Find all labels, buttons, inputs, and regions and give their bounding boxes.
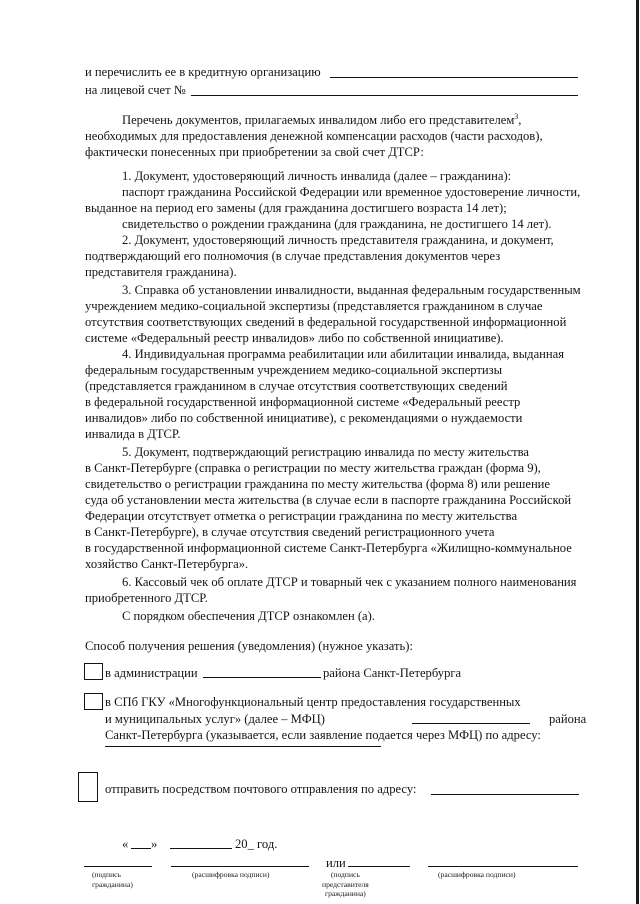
- item1-line: паспорт гражданина Российской Федерации или временное удостоверение личности,: [122, 185, 581, 199]
- caption-citizen-signature: (подпись гражданина): [92, 870, 133, 889]
- item5-line: Федерации отсутствует отметка о регистрации гражданина по месту жительства: [85, 509, 518, 523]
- item4-line: федеральным государственным учреждением медико-социальной экспертизы: [85, 363, 503, 377]
- item5-line: в Санкт-Петербурге), в случае отсутствия сведений регистрационного учета: [85, 525, 495, 539]
- item2-line: представителя гражданина).: [85, 265, 237, 279]
- intro-line-3: фактически понесенных при приобретении за свой счет ДТСР:: [85, 145, 424, 159]
- item1-line: 1. Документ, удостоверяющий личность инвалида (далее – гражданина):: [122, 169, 512, 183]
- caption-citizen-name: (расшифровка подписи): [192, 870, 270, 879]
- method-heading: Способ получения решения (уведомления) (нужное указать):: [85, 639, 413, 653]
- option-mfc-checkbox[interactable]: [84, 693, 103, 710]
- item3-line: 3. Справка об установлении инвалидности, выданная федеральным государственным: [122, 283, 581, 297]
- credit-org-label: и перечислить ее в кредитную организацию: [85, 65, 321, 79]
- item4-line: в федеральной государственной информационной системе «Федеральный реестр: [85, 395, 521, 409]
- item5-line: хозяйство Санкт-Петербурга».: [85, 557, 249, 571]
- option-mfc-line-2: и муниципальных услуг» (далее – МФЦ): [105, 712, 325, 726]
- option-mfc-line-1: в СПб ГКУ «Многофункциональный центр предоставления государственных: [105, 695, 521, 709]
- caption-representative-name: (расшифровка подписи): [438, 870, 516, 879]
- item1-line: выданное на период его замены (для гражданина достигшего возраста 14 лет);: [85, 201, 507, 215]
- item5-line: суда об установлении места жительства (в случае если в паспорте гражданина Российской: [85, 493, 572, 507]
- item1-line: свидетельство о рождении гражданина (для гражданина, не достигшего 14 лет).: [122, 217, 552, 231]
- representative-name-field[interactable]: [428, 866, 578, 867]
- item2-line: подтверждающий его полномочия (в случае представления документов через: [85, 249, 501, 263]
- account-label: на лицевой счет №: [85, 83, 186, 97]
- account-field[interactable]: [191, 95, 578, 96]
- item3-line: отсутствия соответствующих сведений в федеральной государственной информационной: [85, 315, 567, 329]
- scan-edge-line: [622, 0, 640, 904]
- item3-line: системе «Федеральный реестр инвалидов» либо по собственной инициативе).: [85, 331, 504, 345]
- item5-line: в государственной информационной системе Санкт-Петербурга «Жилищно-коммунальное: [85, 541, 572, 555]
- intro-line-2: необходимых для предоставления денежной компенсации расходов (части расходов),: [85, 129, 543, 143]
- item6-line: 6. Кассовый чек об оплате ДТСР и товарный чек с указанием полного наименования: [122, 575, 577, 589]
- item5-line: в Санкт-Петербурге (справка о регистрации по месту жительства граждан (форма 9),: [85, 461, 541, 475]
- item4-line: 4. Индивидуальная программа реабилитации или абилитации инвалида, выданная: [122, 347, 565, 361]
- option-post-label: отправить посредством почтового отправления по адресу:: [105, 782, 417, 796]
- credit-org-field[interactable]: [330, 77, 578, 78]
- mfc-address-field[interactable]: [105, 746, 381, 747]
- citizen-name-field[interactable]: [171, 866, 309, 867]
- option-admin-district-label: района Санкт-Петербурга: [323, 666, 462, 680]
- date-year: 20_ год.: [235, 837, 278, 851]
- item4-line: инвалидов» либо по собственной инициативе), с рекомендациями о нуждаемости: [85, 411, 523, 425]
- post-address-field[interactable]: [431, 794, 579, 795]
- option-admin-label: в администрации: [105, 666, 198, 680]
- option-mfc-district-label: района: [549, 712, 587, 726]
- admin-district-field[interactable]: [203, 677, 321, 678]
- date-day-field[interactable]: [131, 848, 151, 849]
- date-open-quote: «: [122, 837, 129, 851]
- intro-line-1: Перечень документов, прилагаемых инвалидом либо его представителем$^3$,: [122, 111, 522, 127]
- item2-line: 2. Документ, удостоверяющий личность представителя гражданина, и документ,: [122, 233, 554, 247]
- item3-line: учреждением медико-социальной экспертизы (представляется гражданином в случае: [85, 299, 543, 313]
- option-post-checkbox[interactable]: [78, 772, 98, 802]
- or-label: или: [326, 856, 346, 870]
- acknowledgement: С порядком обеспечения ДТСР ознакомлен (а).: [122, 609, 375, 623]
- option-admin-checkbox[interactable]: [84, 663, 103, 680]
- mfc-district-field[interactable]: [412, 723, 530, 724]
- item5-line: 5. Документ, подтверждающий регистрацию инвалида по месту жительства: [122, 445, 530, 459]
- item5-line: свидетельство о регистрации гражданина по месту жительства (форма 8) или решение: [85, 477, 551, 491]
- citizen-signature-field[interactable]: [84, 866, 152, 867]
- item6-line: приобретенного ДТСР.: [85, 591, 208, 605]
- date-month-field[interactable]: [170, 848, 232, 849]
- caption-representative-signature: (подпись представителя гражданина): [322, 870, 369, 898]
- representative-signature-field[interactable]: [348, 866, 410, 867]
- date-close-quote: »: [151, 837, 158, 851]
- item4-line: инвалида в ДТСР.: [85, 427, 181, 441]
- option-mfc-line-3: Санкт-Петербурга (указывается, если заявление подается через МФЦ) по адресу:: [105, 728, 541, 742]
- item4-line: (представляется гражданином в случае отсутствия соответствующих сведений: [85, 379, 508, 393]
